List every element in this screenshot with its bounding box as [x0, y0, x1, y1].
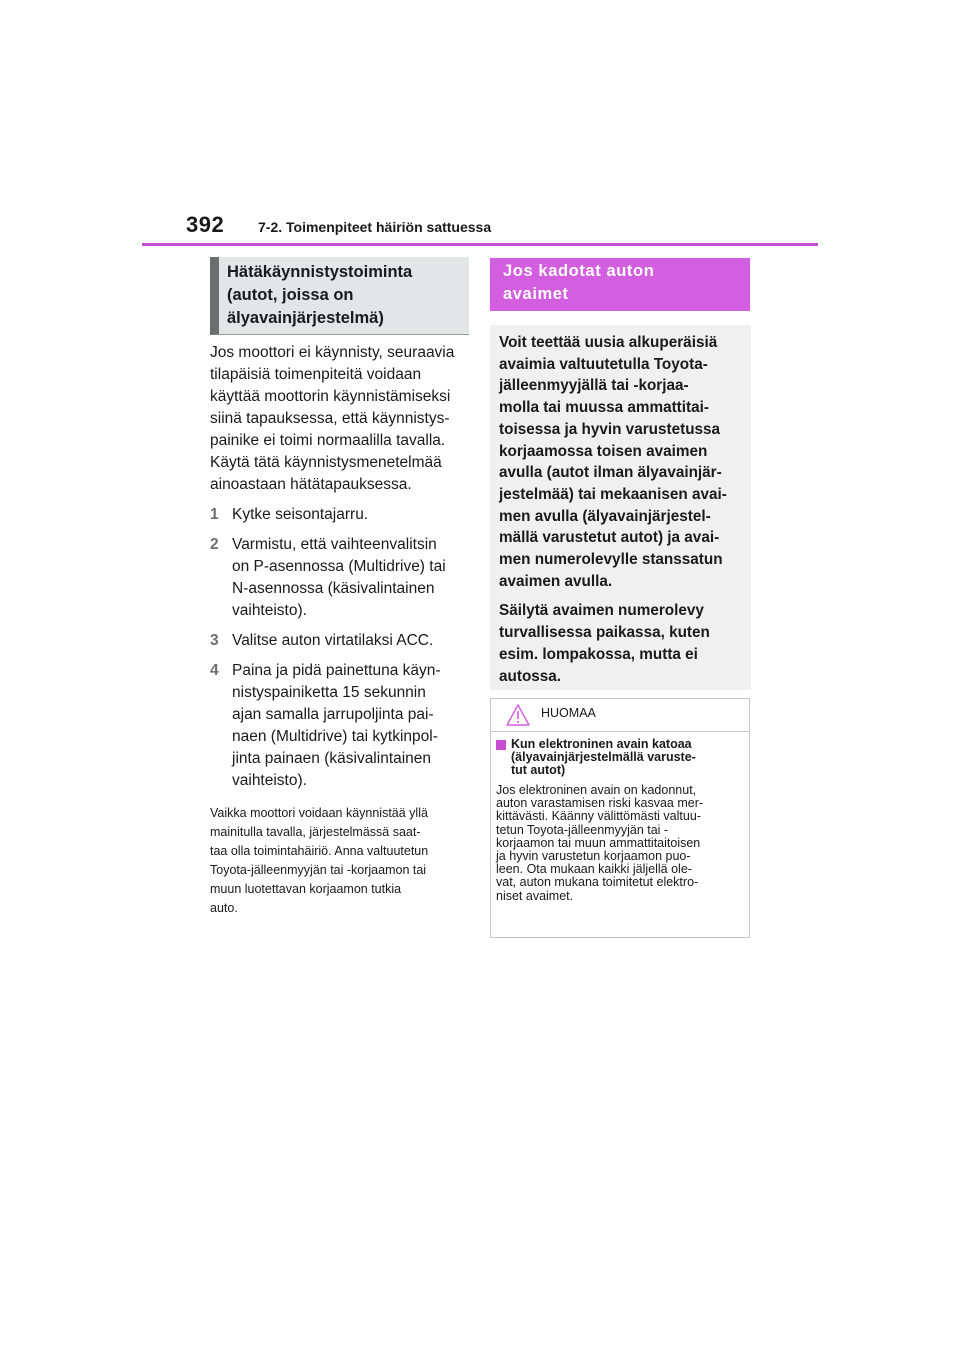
notice-line: leen. Ota mukaan kaikki jäljellä ole-: [496, 862, 692, 877]
heading-line: Jos kadotat auton: [503, 262, 655, 280]
notice-text: [496, 784, 741, 903]
notice-line: ja hyvin varustetun korjaamon puo-: [496, 849, 691, 864]
intro-paragraph: [210, 342, 472, 496]
step-line: on P-asennossa (Multidrive) tai: [232, 558, 446, 575]
info-line: jestelmää) tai mekaanisen avai-: [499, 485, 727, 503]
notice-box: [490, 698, 750, 938]
note-line: muun luotettavan korjaamon tutkia: [210, 882, 402, 896]
intro-line: siinä tapauksessa, että käynnistys-: [210, 410, 450, 427]
warning-triangle-icon: [505, 703, 531, 727]
notice-line: korjaamon tai muun ammattitaitoisen: [496, 835, 701, 850]
notice-header: [491, 699, 749, 732]
step-line: jinta painaen (käsivalintainen: [232, 750, 432, 767]
notice-title-line: tut autot): [511, 763, 566, 777]
step-line: Kytke seisontajarru.: [232, 506, 369, 523]
info-line: toisessa ja hyvin varustetussa: [499, 420, 721, 438]
step-2: [210, 534, 472, 622]
step-line: Paina ja pidä painettuna käyn-: [232, 662, 441, 679]
notice-title-line: Kun elektroninen avain katoaa: [511, 737, 692, 751]
step-line: nistyspainiketta 15 sekunnin: [232, 684, 426, 701]
note-line: Vaikka moottori voidaan käynnistää yllä: [210, 806, 428, 820]
notice-line: niset avaimet.: [496, 888, 574, 903]
small-note: [210, 804, 472, 918]
intro-line: Käytä tätä käynnistysmenetelmää: [210, 454, 442, 471]
step-line: vaihteisto).: [232, 772, 307, 789]
heading-line: Hätäkäynnistystoiminta: [227, 263, 413, 281]
notice-line: vat, auton mukana toimitetut elektro-: [496, 875, 699, 890]
step-line: Valitse auton virtatilaksi ACC.: [232, 632, 434, 649]
step-number: 2: [210, 536, 219, 553]
notice-line: kittävästi. Käänny välittömästi valtuu-: [496, 809, 701, 824]
notice-label: HUOMAA: [541, 706, 596, 720]
intro-line: ainoastaan hätätapauksessa.: [210, 476, 412, 493]
step-number: 3: [210, 632, 219, 649]
info-line: men numerolevylle stanssatun: [499, 551, 723, 569]
intro-line: Jos moottori ei käynnisty, seuraavia: [210, 344, 455, 361]
info-line: korjaamossa toisen avaimen: [499, 442, 708, 460]
step-number: 1: [210, 506, 219, 523]
notice-line: tetun Toyota-jälleenmyyjän tai -: [496, 822, 669, 837]
step-line: Varmistu, että vaihteenvalitsin: [232, 536, 437, 553]
step-line: N-asennossa (käsivalintainen: [232, 580, 435, 597]
lost-keys-heading: [490, 258, 750, 311]
step-number: 4: [210, 662, 219, 679]
section-title: 7-2. Toimenpiteet häiriön sattuessa: [258, 219, 492, 235]
intro-line: tilapäisiä toimenpiteitä voidaan: [210, 366, 422, 383]
info-line: avulla (autot ilman älyavainjär-: [499, 464, 722, 482]
info-line: Säilytä avaimen numerolevy: [499, 602, 704, 620]
heading-line: älyavainjärjestelmä): [227, 309, 384, 327]
note-line: auto.: [210, 901, 238, 915]
notice-line: Jos elektroninen avain on kadonnut,: [496, 783, 697, 797]
notice-title: [496, 738, 741, 777]
left-column: [210, 342, 472, 918]
info-line: avaimen avulla.: [499, 572, 613, 590]
info-line: mällä varustetut autot) ja avai-: [499, 529, 720, 547]
note-line: mainitulla tavalla, järjestelmässä saat-: [210, 825, 421, 839]
info-line: molla tai muussa ammattitai-: [499, 399, 709, 417]
page-number: 392: [186, 212, 225, 237]
info-line: avaimia valtuutetulla Toyota-: [499, 355, 708, 373]
step-1: [210, 504, 472, 526]
info-box: [490, 325, 751, 690]
step-4: [210, 660, 472, 792]
note-line: taa olla toimintahäiriö. Anna valtuutetun: [210, 844, 429, 858]
header-rule: [142, 243, 818, 246]
notice-line: auton varastamisen riski kasvaa mer-: [496, 796, 704, 811]
intro-line: painike ei toimi normaalilla tavalla.: [210, 432, 446, 449]
heading-line: avaimet: [503, 285, 569, 303]
emergency-start-heading: [210, 257, 469, 335]
heading-line: (autot, joissa on: [227, 286, 354, 304]
info-line: autossa.: [499, 667, 562, 685]
bullet-square-icon: [496, 740, 506, 750]
step-line: naen (Multidrive) tai kytkinpol-: [232, 728, 438, 745]
info-line: jälleenmyyjällä tai -korjaa-: [499, 377, 689, 395]
info-line: Voit teettää uusia alkuperäisiä: [499, 334, 718, 351]
step-line: ajan samalla jarrupoljinta pai-: [232, 706, 434, 723]
info-line: men avulla (älyavainjärjestel-: [499, 507, 711, 525]
step-3: [210, 630, 472, 652]
info-line: turvallisessa paikassa, kuten: [499, 624, 710, 642]
info-line: esim. lompakossa, mutta ei: [499, 645, 698, 663]
notice-title-line: (älyavainjärjestelmällä varuste-: [511, 750, 696, 764]
step-line: vaihteisto).: [232, 602, 307, 619]
intro-line: käyttää moottorin käynnistämiseksi: [210, 388, 451, 405]
note-line: Toyota-jälleenmyyjän tai -korjaamon tai: [210, 863, 427, 877]
